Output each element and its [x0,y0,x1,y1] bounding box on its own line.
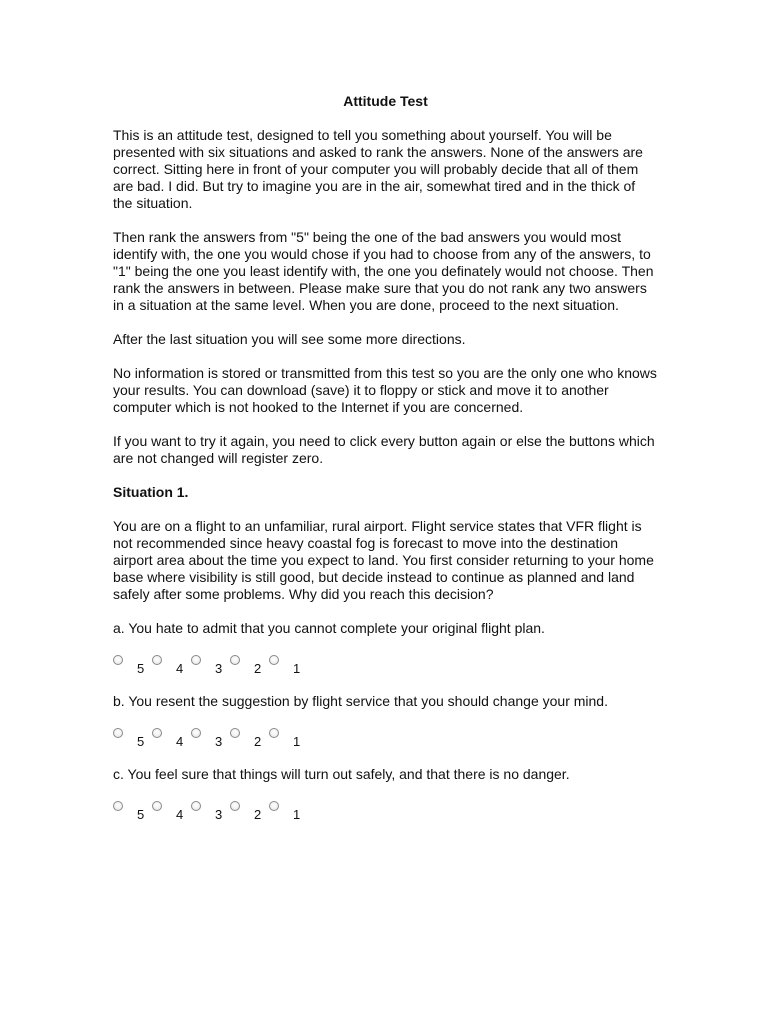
retry-paragraph: If you want to try it again, you need to click every button again or else the buttons which are not changed will register zero. [113,433,655,466]
rank-label: 3 [215,807,223,822]
situation-heading: Situation 1. [113,484,189,500]
question-c: c. You feel sure that things will turn out safely, and that there is no danger. [113,766,570,782]
radio-button[interactable] [269,655,279,665]
rank-option [191,654,230,677]
rank-option [152,800,191,823]
rank-option [230,800,269,823]
rank-label: 2 [254,661,262,676]
radio-button[interactable] [113,728,123,738]
rank-option [191,800,230,823]
radio-button[interactable] [191,801,201,811]
ranking-instructions-paragraph: Then rank the answers from "5" being the one of the bad answers you would most identify with, the one you would chose if you had to choose from any of the answers, to "1" being the one you least identify with, the one you definately would not choose. Then rank the answers in between. Please make sure that you do not rank any two answers in a situation at the same level. When you are done, proceed to the next situation. [113,229,654,313]
rank-option [269,727,308,750]
radio-button[interactable] [230,728,240,738]
rank-label: 1 [293,807,301,822]
rank-option [269,654,308,677]
last-situation-paragraph: After the last situation you will see some more directions. [113,331,466,347]
radio-button[interactable] [269,801,279,811]
rank-option [269,800,308,823]
rank-label: 1 [293,661,301,676]
rank-label: 5 [137,734,145,749]
page-title: Attitude Test [343,93,428,109]
rank-label: 2 [254,807,262,822]
radio-button[interactable] [191,655,201,665]
rank-option [152,727,191,750]
rank-label: 1 [293,734,301,749]
radio-button[interactable] [152,728,162,738]
question-b: b. You resent the suggestion by flight service that you should change your mind. [113,693,608,709]
question-a: a. You hate to admit that you cannot complete your original flight plan. [113,620,545,636]
intro-paragraph: This is an attitude test, designed to tell you something about yourself. You will be presented with six situations and asked to rank the answers. None of the answers are correct. Sitting here in front of your computer you will probably decide that all of them are bad. I did. But try to imagine you are in the air, somewhat tired and in the thick of the situation. [113,127,643,211]
situation-text: You are on a flight to an unfamiliar, rural airport. Flight service states that VFR flight is not recommended since heavy coastal fog is forecast to move into the destination airport area about the time you expect to land. You first consider returning to your home base where visibility is still good, but decide instead to continue as planned and land safely after some problems. Why did you reach this decision? [113,518,654,602]
rank-option [191,727,230,750]
rank-option [230,727,269,750]
rank-radio-group-b [113,727,658,753]
rank-label: 5 [137,661,145,676]
rank-label: 4 [176,807,184,822]
radio-button[interactable] [113,801,123,811]
privacy-paragraph: No information is stored or transmitted from this test so you are the only one who knows your results. You can download (save) it to floppy or stick and move it to another computer which is not hooked to the Internet if you are concerned. [113,365,657,415]
document-page [113,93,658,839]
rank-label: 2 [254,734,262,749]
radio-button[interactable] [269,728,279,738]
rank-label: 5 [137,807,145,822]
radio-button[interactable] [191,728,201,738]
rank-label: 3 [215,734,223,749]
radio-button[interactable] [230,801,240,811]
rank-radio-group-a [113,654,658,680]
rank-option [230,654,269,677]
rank-label: 4 [176,661,184,676]
rank-label: 4 [176,734,184,749]
radio-button[interactable] [152,801,162,811]
rank-option [113,800,152,823]
rank-radio-group-c [113,800,658,826]
rank-label: 3 [215,661,223,676]
rank-option [113,727,152,750]
radio-button[interactable] [152,655,162,665]
rank-option [113,654,152,677]
rank-option [152,654,191,677]
radio-button[interactable] [113,655,123,665]
radio-button[interactable] [230,655,240,665]
